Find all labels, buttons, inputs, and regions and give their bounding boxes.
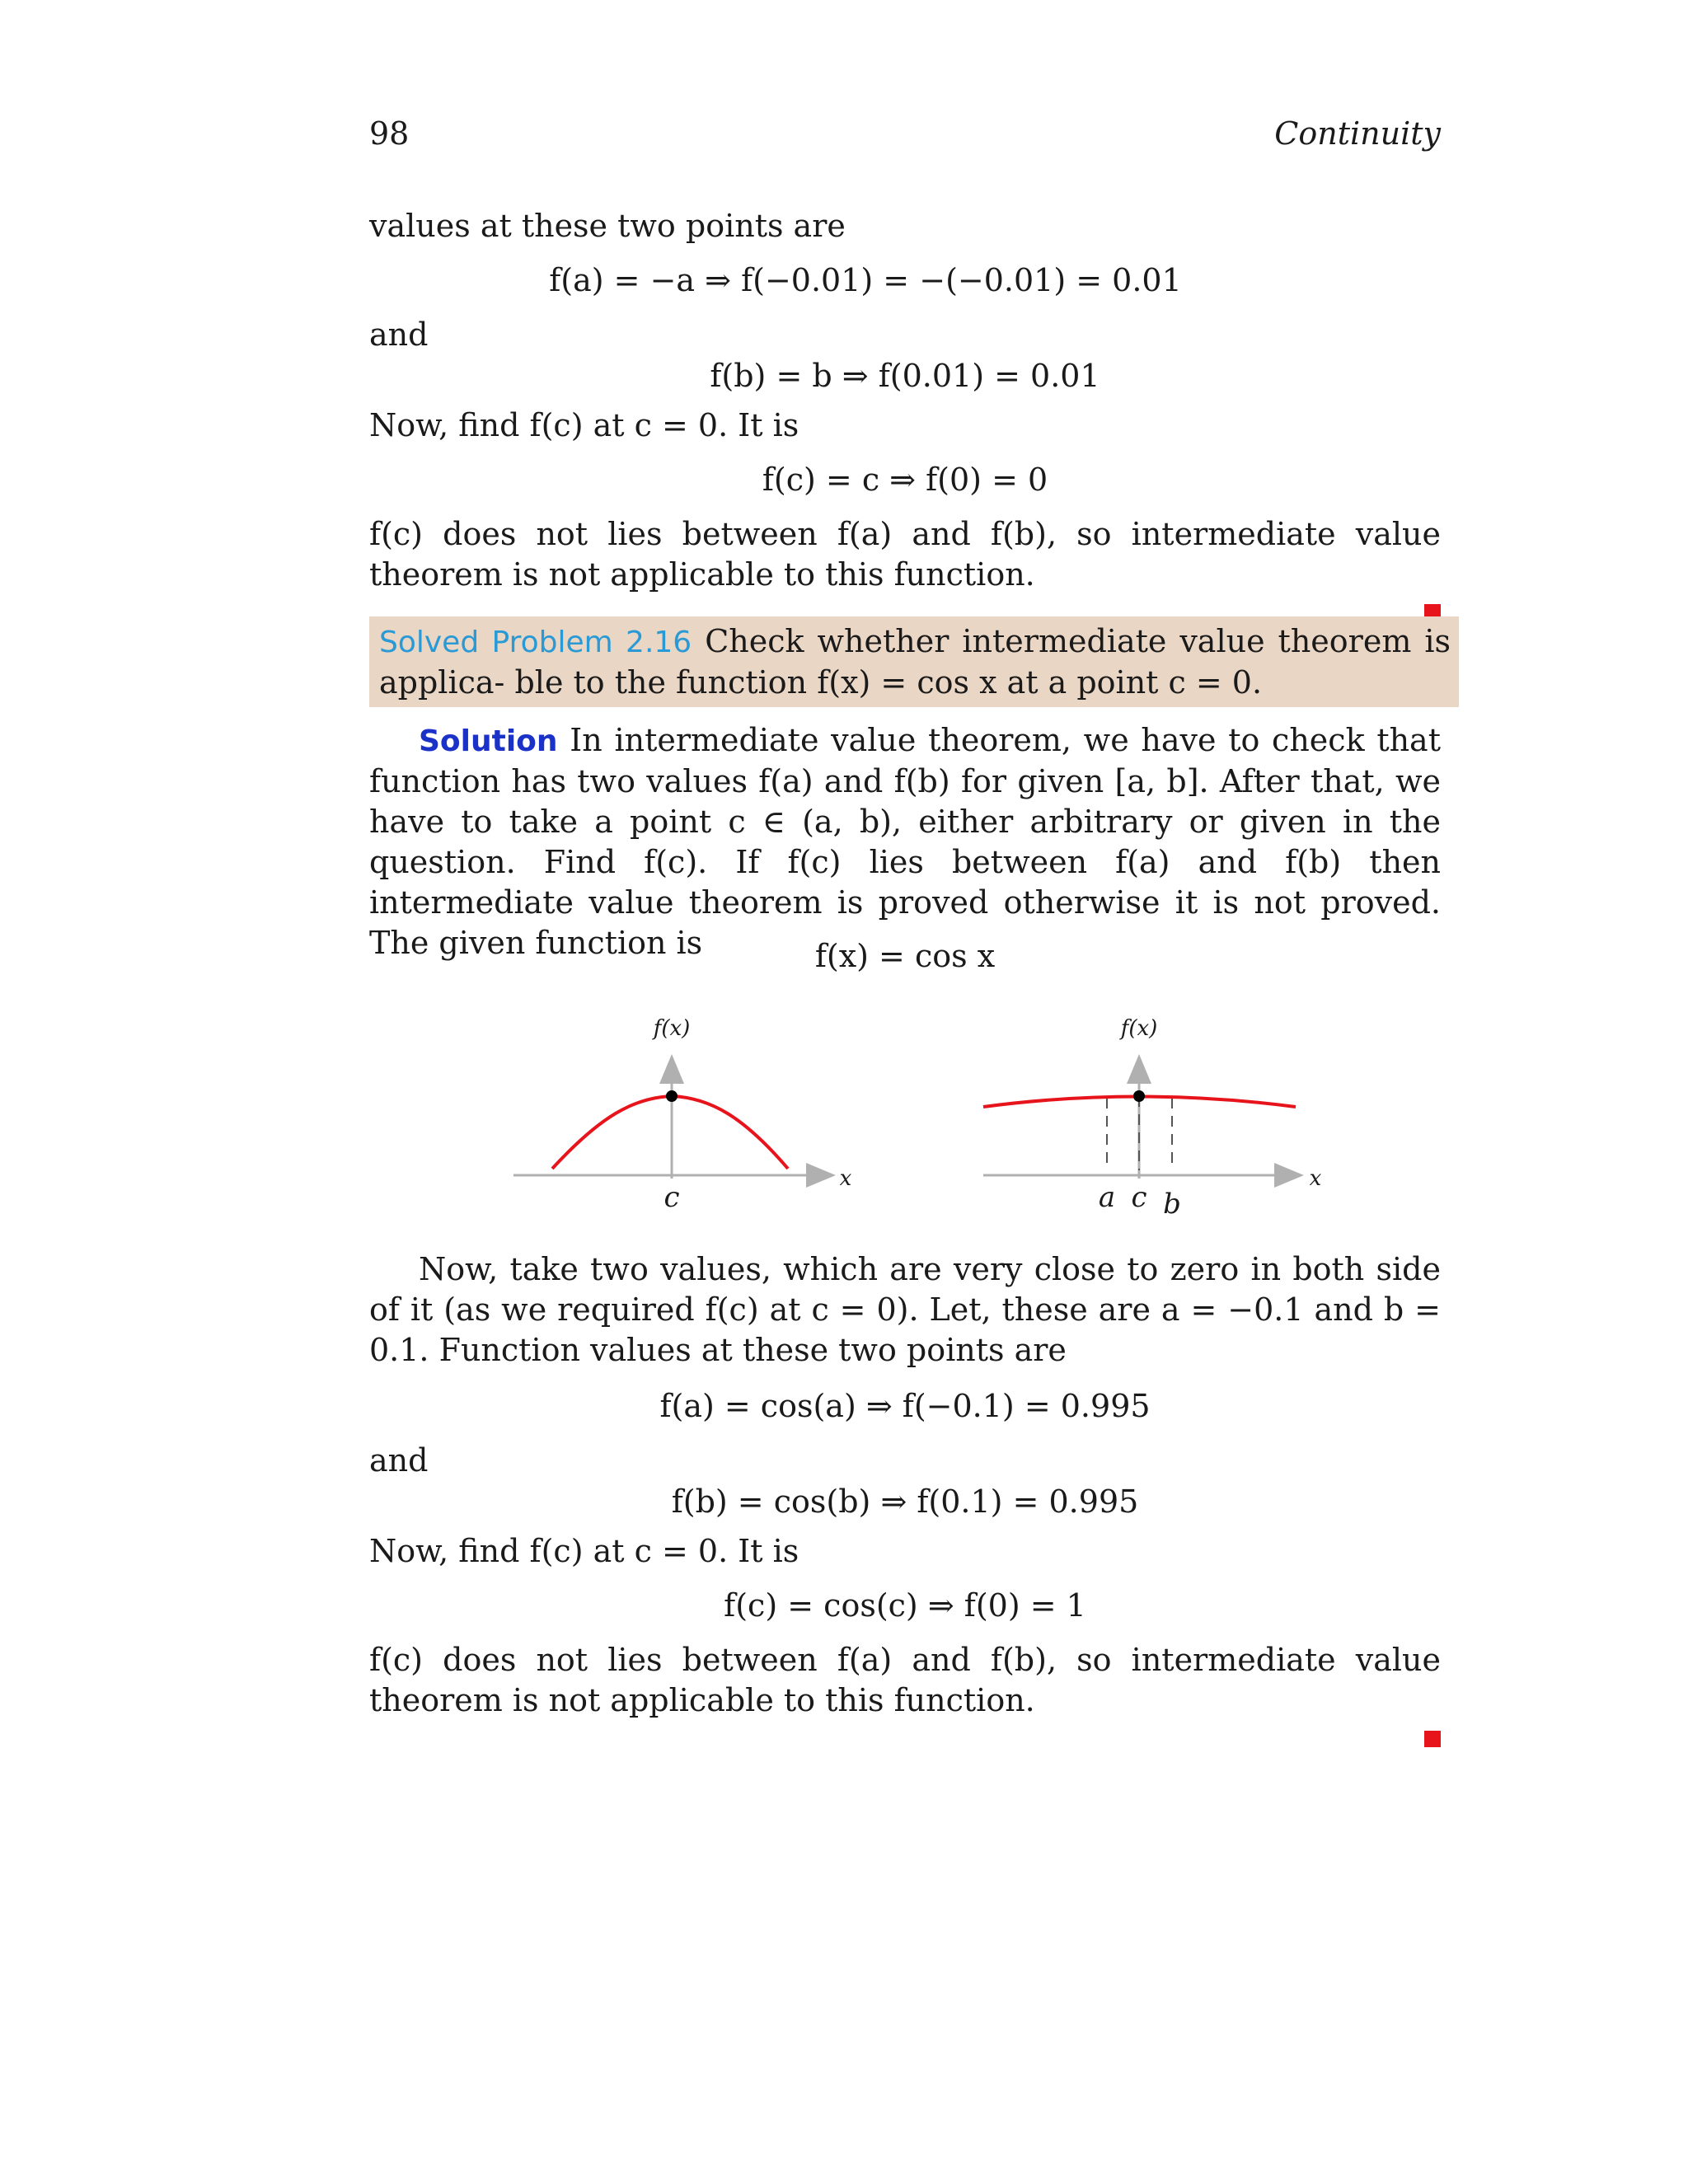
equation-fc-bottom: f(c) = cos(c) ⇒ f(0) = 1 [724, 1587, 1086, 1624]
equation-fb-bottom: f(b) = cos(b) ⇒ f(0.1) = 0.995 [671, 1483, 1139, 1520]
conclusion-bottom: f(c) does not lies between f(a) and f(b), so intermediate value theorem is not applicable to this function. [369, 1642, 1441, 1718]
right-b-label: b [1163, 1188, 1181, 1221]
figure-svg [369, 1005, 1459, 1253]
left-point-c [666, 1090, 678, 1102]
cosine-figure [369, 1005, 1459, 1253]
equation-fa-top: f(a) = −a ⇒ f(−0.01) = −(−0.01) = 0.01 [549, 262, 1182, 298]
problem-label: Solved Problem 2.16 [379, 626, 692, 659]
left-cos-curve [552, 1096, 788, 1169]
equation-fa-bottom: f(a) = cos(a) ⇒ f(−0.1) = 0.995 [659, 1388, 1151, 1424]
problem-statement [379, 621, 1451, 703]
right-point-c [1133, 1090, 1145, 1102]
page-number: 98 [369, 115, 410, 152]
problem-text: Check whether intermediate value theorem is applica- ble to the function f(x) = cos x at a point c = 0. [379, 623, 1451, 701]
solution-label: Solution [419, 724, 558, 758]
right-a-label: a [1098, 1181, 1116, 1214]
and-text-2: and [369, 1442, 429, 1479]
equation-function: f(x) = cos x [814, 938, 996, 974]
solved-problem-box [369, 616, 1459, 707]
running-title: Continuity [1274, 115, 1441, 152]
conclusion-top: f(c) does not lies between f(a) and f(b), so intermediate value theorem is not applicable to this function. [369, 516, 1441, 593]
equation-fb-top: f(b) = b ⇒ f(0.01) = 0.01 [710, 358, 1100, 394]
right-c-label: c [1131, 1181, 1147, 1214]
solution-text: In intermediate value theorem, we have to check that function has two values f(a) and f(b) for given [a, b]. After that, we have to take a point c ∈ (a, b), either arbitrary or given in the question. Find f(c). If f(c) lies between f(a) and f(b) then intermediate value theorem is proved otherwise it is not proved. The given function is [369, 722, 1441, 961]
qed-symbol-bottom [1424, 1731, 1441, 1747]
right-y-label: f(x) [1120, 1016, 1158, 1041]
bottom-paragraph: Now, take two values, which are very close to zero in both side of it (as we required f(c) at c = 0). Let, these are a = −0.1 and b = 0.1. Function values at these two points are [369, 1251, 1441, 1368]
find-fc-text-top: Now, find f(c) at c = 0. It is [369, 407, 799, 443]
intro-text: values at these two points are [369, 208, 846, 244]
equation-fc-top: f(c) = c ⇒ f(0) = 0 [762, 462, 1048, 498]
right-x-label: x [1309, 1166, 1322, 1191]
left-x-label: x [839, 1166, 852, 1191]
page-header [369, 115, 1441, 165]
left-c-label: c [663, 1181, 680, 1214]
left-graph [513, 1016, 852, 1214]
find-fc-text-bottom: Now, find f(c) at c = 0. It is [369, 1533, 799, 1569]
and-text-1: and [369, 316, 429, 353]
left-y-label: f(x) [653, 1016, 691, 1041]
solution-paragraph [369, 720, 1441, 963]
right-graph [983, 1016, 1322, 1221]
